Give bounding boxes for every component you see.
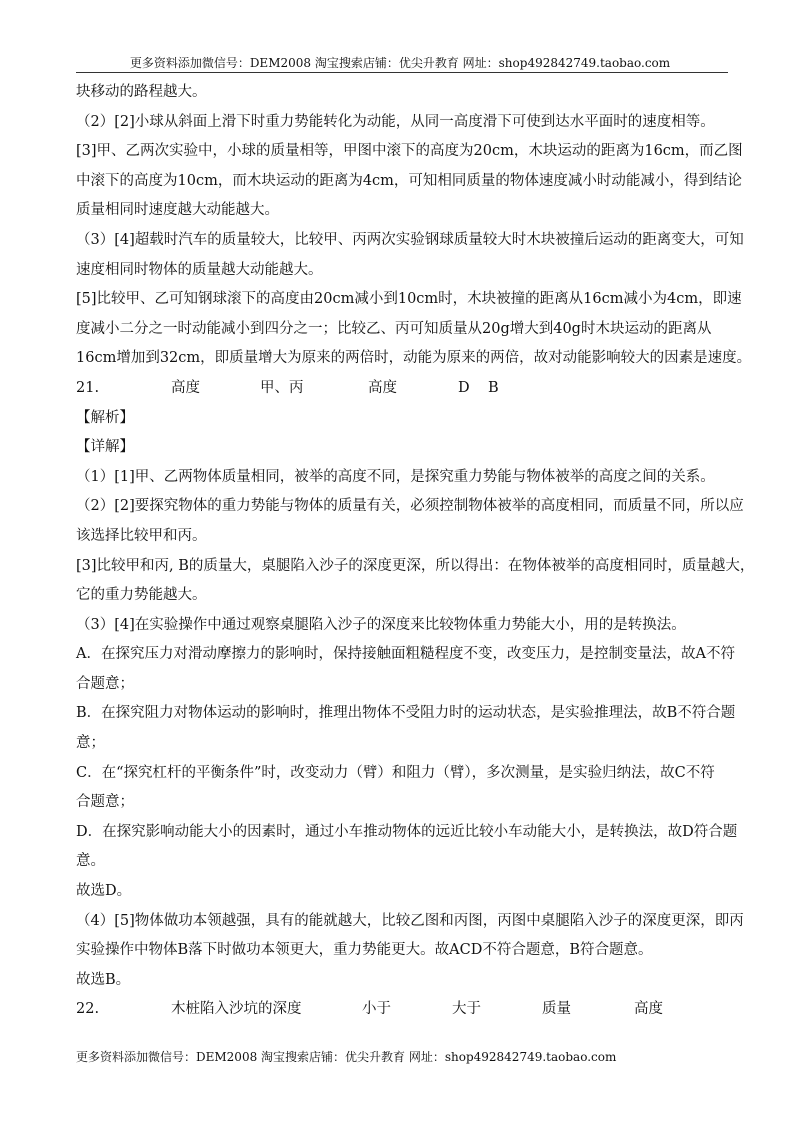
solution-block-21 [76, 404, 755, 996]
text-line: C．在“探究杠杆的平衡条件”时，改变动力（臂）和阻力（臂），多次测量，是实验归纳法，故C不符 [76, 764, 715, 781]
text-line: 意。 [76, 853, 105, 870]
question-number-22: 22. [76, 1001, 100, 1018]
answer-21-3: 高度 [368, 379, 397, 396]
text-line: A．在探究压力对滑动摩擦力的影响时，保持接触面粗糙程度不变，改变压力，是控制变量法，故A不符 [76, 646, 735, 663]
answer-21-2: 甲、丙 [260, 379, 304, 396]
text-line: 【解析】 [76, 409, 134, 426]
text-line: 质量相同时速度越大动能越大。 [76, 202, 279, 219]
answer-row-22 [76, 995, 726, 1025]
text-line: D．在探究影响动能大小的因素时，通过小车推动物体的远近比较小车动能大小，是转换法，故D符合题 [76, 823, 738, 840]
page-content [76, 78, 755, 1025]
answer-21-1: 高度 [171, 379, 200, 396]
text-line: [3]甲、乙两次实验中，小球的质量相等，甲图中滚下的高度为20cm，木块运动的距离为16cm，而乙图 [76, 143, 743, 160]
text-line: 合题意； [76, 675, 134, 692]
text-line: 中滚下的高度为10cm，而木块运动的距离为4cm，可知相同质量的物体速度减小时动能减小，得到结论 [76, 172, 742, 189]
question-number-21: 21. [76, 379, 100, 396]
text-line: 【详解】 [76, 439, 134, 456]
text-line: B．在探究阻力对物体运动的影响时，推理出物体不受阻力时的运动状态，是实验推理法，故B不符合题 [76, 705, 736, 722]
text-line: （3）[4]超载时汽车的质量较大，比较甲、丙两次实验钢球质量较大时木块被撞后运动的距离变大，可知 [76, 231, 744, 248]
text-line: [3]比较甲和丙, B的质量大，桌腿陷入沙子的深度更深，所以得出：在物体被举的高度相同时，质量越大， [76, 557, 755, 574]
answer-22-1: 木桩陷入沙坑的深度 [171, 1001, 302, 1018]
text-line: 故选B。 [76, 971, 131, 988]
page-header: 更多资料添加微信号：DEM2008 淘宝搜索店铺：优尖升教育 网址：shop492842749.taobao.com [129, 56, 671, 70]
text-line: 故选D。 [76, 883, 132, 900]
answer-21-4: D [458, 379, 470, 396]
answer-22-3: 大于 [452, 1001, 481, 1018]
text-line: 它的重力势能越大。 [76, 587, 207, 604]
solution-block-20 [76, 78, 752, 374]
text-line: （3）[4]在实验操作中通过观察桌腿陷入沙子的深度来比较物体重力势能大小，用的是转换法。 [76, 616, 686, 633]
text-line: 该选择比较甲和丙。 [76, 527, 207, 544]
answer-row-21 [76, 374, 726, 404]
answer-22-5: 高度 [634, 1001, 663, 1018]
page-footer: 更多资料添加微信号：DEM2008 淘宝搜索店铺：优尖升教育 网址：shop492842749.taobao.com [76, 1050, 617, 1064]
text-line: 度减小二分之一时动能减小到四分之一；比较乙、丙可知质量从20g增大到40g时木块运动的距离从 [76, 320, 712, 337]
text-line: （4）[5]物体做功本领越强，具有的能就越大，比较乙图和丙图，丙图中桌腿陷入沙子的深度更深，即丙 [76, 912, 744, 929]
text-line: 合题意； [76, 794, 134, 811]
text-line: 意； [76, 735, 105, 752]
text-line: 块移动的路程越大。 [76, 84, 207, 100]
text-line: 16cm增加到32cm，即质量增大为原来的两倍时，动能为原来的两倍，故对动能影响较大的因素是速度。 [76, 350, 752, 367]
text-line: （1）[1]甲、乙两物体质量相同，被举的高度不同，是探究重力势能与物体被举的高度之间的关系。 [76, 468, 715, 485]
text-line: 速度相同时物体的质量越大动能越大。 [76, 261, 323, 278]
answer-22-4: 质量 [542, 1001, 571, 1018]
text-line: （2）[2]要探究物体的重力势能与物体的质量有关，必须控制物体被举的高度相同，而质量不同，所以应 [76, 498, 744, 515]
header-divider [76, 72, 728, 73]
answer-21-5: B [488, 379, 499, 396]
text-line: 实验操作中物体B落下时做功本领更大，重力势能更大。故ACD不符合题意，B符合题意。 [76, 942, 653, 959]
text-line: [5]比较甲、乙可知钢球滚下的高度由20cm减小到10cm时，木块被撞的距离从16cm减小为4cm，即速 [76, 291, 742, 308]
text-line: （2）[2]小球从斜面上滑下时重力势能转化为动能，从同一高度滑下可使到达水平面时的速度相等。 [76, 113, 715, 130]
answer-22-2: 小于 [362, 1001, 391, 1018]
